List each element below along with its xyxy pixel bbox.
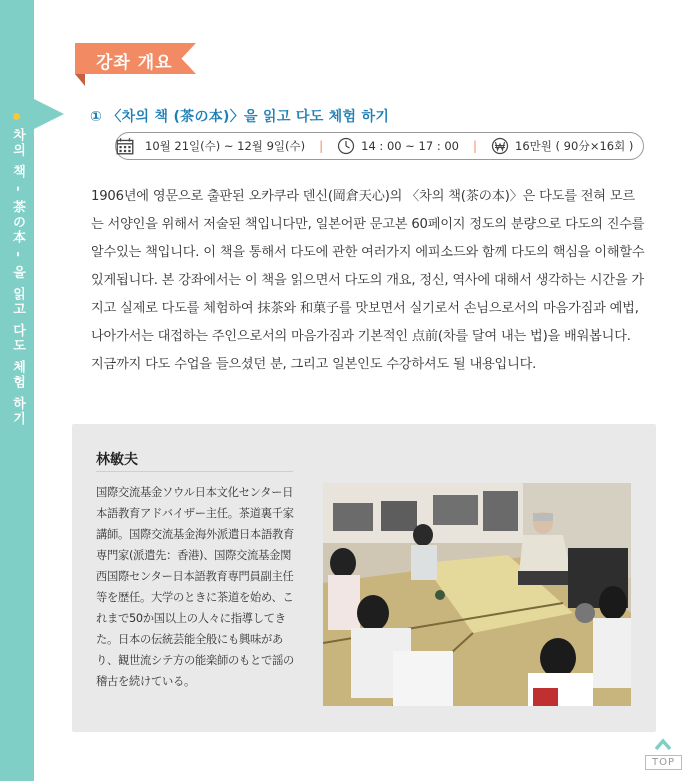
- calendar-icon: [115, 136, 135, 156]
- tea-ceremony-photo: [323, 483, 631, 706]
- back-to-top-button[interactable]: [645, 735, 682, 771]
- won-icon: [491, 137, 509, 155]
- course-date: 10월 21일(수) ~ 12월 9일(수): [145, 139, 306, 153]
- course-info-bar: [115, 132, 644, 160]
- course-time-item: [337, 137, 459, 155]
- info-separator: |: [472, 139, 478, 153]
- tea-ceremony-scene: [323, 483, 631, 706]
- instructor-bio: 国際交流基金ソウル日本文化センター日本語教育アドバイザー主任。茶道裏千家講師。国際交流基金海外派遣日本語教育専門家(派遣先：香港)、国際交流基金関西国際センター日本語教育専門員副主任等を歴任。大学のときに茶道を始め、これまで50か国以上の人々に指導してきた。日本の伝統芸能全般にも興味があり、観世流シテ方の能楽師のもとで謡の稽古を続けている。: [96, 486, 294, 688]
- section-badge-fold: [75, 74, 85, 86]
- info-separator: |: [319, 139, 324, 153]
- chevron-up-icon: [654, 737, 672, 751]
- sidebar-dot: [13, 113, 20, 120]
- course-description: 1906년에 영문으로 출판된 오카쿠라 덴신(岡倉天心)의 〈차의 책(茶の本)〉은 다도를 전혀 모르는 서양인을 위해서 저술된 책입니다만, 일본어판 문고본 60페이지 정도의 분량으로 다도의 진수를 알수있는 책입니다. 이 책을 통해서 다도에 관한 여러가지 에피소드와 함께 다도의 핵심을 이해할수있게됩니다. 본 강좌에서는 이 책을 읽으면서 다도의 개요, 정신, 역사에 대해서 생각하는 시간을 가지고 실제로 다도를 체험하여 抹茶와 和菓子를 맛보면서 실기로서 손님으로서의 마음가짐과 예법, 나아가서는 대접하는 주인으로서의 마음가짐과 기본적인 点前(차를 달여 내는 법)을 배워봅니다. 지금까지 다도 수업을 들으셨던 분, 그리고 일본인도 수강하셔도 될 내용입니다.: [91, 189, 645, 372]
- instructor-name: 林敏夫: [96, 452, 138, 468]
- course-title: ① 〈차의 책 (茶の本)〉을 읽고 다도 체험 하기: [90, 109, 390, 125]
- back-to-top-label: TOP: [645, 755, 682, 770]
- instructor-divider: [96, 471, 293, 472]
- clock-icon: [337, 137, 355, 155]
- course-fee-item: [491, 137, 633, 155]
- course-time: 14 : 00 ~ 17 : 00: [361, 139, 459, 153]
- sidebar-vertical-title: 차의 책 - 茶の本 - 을 읽고 다도 체험 하기: [10, 128, 25, 427]
- section-badge-label: 강좌 개요: [96, 53, 173, 73]
- course-date-item: [116, 136, 305, 156]
- sidebar-pointer: [34, 99, 64, 129]
- course-fee: 16만원 ( 90分×16회 ): [515, 139, 634, 153]
